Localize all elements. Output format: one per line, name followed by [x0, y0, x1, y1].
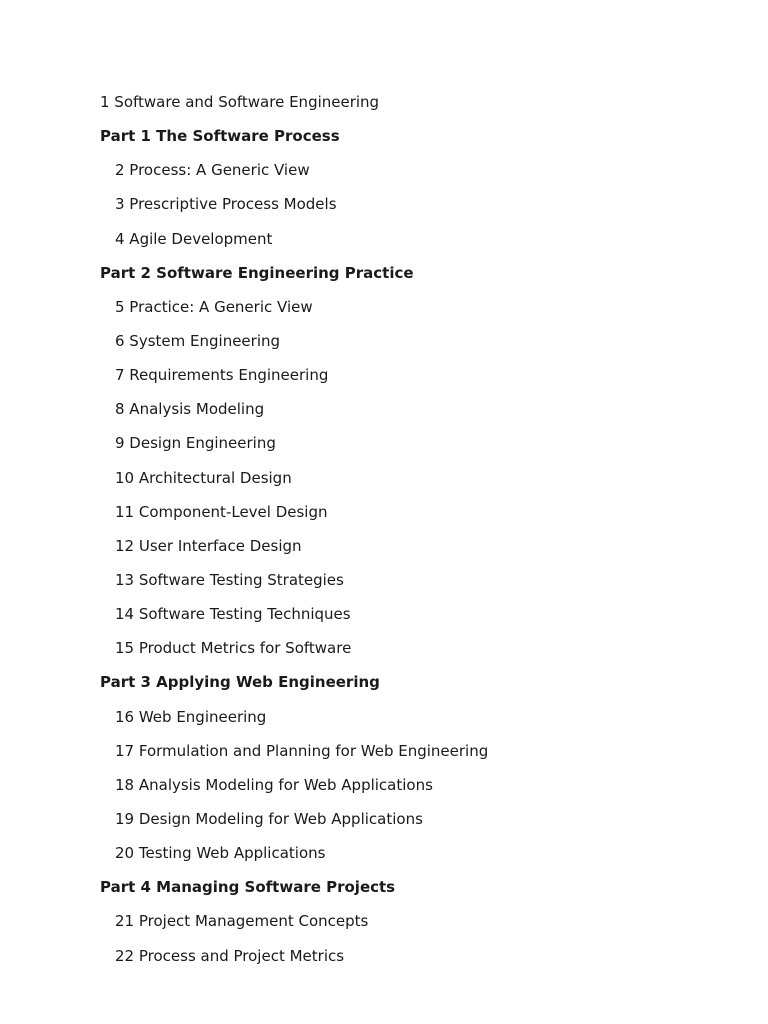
toc-entry-chapter-8: 8 Analysis Modeling	[115, 400, 265, 419]
toc-entry-chapter-13: 13 Software Testing Strategies	[115, 570, 344, 589]
toc-part-1-heading: Part 1 The Software Process	[100, 127, 340, 146]
toc-part-2-heading: Part 2 Software Engineering Practice	[100, 263, 414, 282]
toc-entry-chapter-20: 20 Testing Web Applications	[115, 844, 326, 863]
table-of-contents	[100, 92, 720, 980]
toc-entry-chapter-12: 12 User Interface Design	[115, 536, 302, 555]
toc-entry-chapter-21: 21 Project Management Concepts	[115, 912, 369, 931]
toc-entry-chapter-5: 5 Practice: A Generic View	[115, 297, 313, 316]
toc-entry-chapter-7: 7 Requirements Engineering	[115, 366, 329, 385]
toc-entry-chapter-4: 4 Agile Development	[115, 229, 273, 248]
toc-entry-chapter-15: 15 Product Metrics for Software	[115, 639, 352, 658]
toc-entry-chapter-1: 1 Software and Software Engineering	[100, 93, 380, 111]
toc-entry-chapter-17: 17 Formulation and Planning for Web Engineering	[115, 741, 489, 760]
toc-entry-chapter-18: 18 Analysis Modeling for Web Applications	[115, 775, 433, 794]
toc-entry-chapter-19: 19 Design Modeling for Web Applications	[115, 809, 423, 828]
toc-part-3-heading: Part 3 Applying Web Engineering	[100, 673, 380, 692]
toc-entry-chapter-6: 6 System Engineering	[115, 331, 281, 350]
toc-part-4-heading: Part 4 Managing Software Projects	[100, 878, 396, 897]
toc-entry-chapter-10: 10 Architectural Design	[115, 468, 292, 487]
toc-entry-chapter-14: 14 Software Testing Techniques	[115, 605, 351, 624]
toc-entry-chapter-11: 11 Component-Level Design	[115, 502, 328, 521]
toc-entry-chapter-22: 22 Process and Project Metrics	[115, 946, 345, 965]
toc-entry-chapter-16: 16 Web Engineering	[115, 707, 267, 726]
toc-entry-chapter-9: 9 Design Engineering	[115, 434, 276, 453]
toc-entry-chapter-3: 3 Prescriptive Process Models	[115, 195, 337, 214]
toc-entry-chapter-2: 2 Process: A Generic View	[115, 161, 310, 180]
